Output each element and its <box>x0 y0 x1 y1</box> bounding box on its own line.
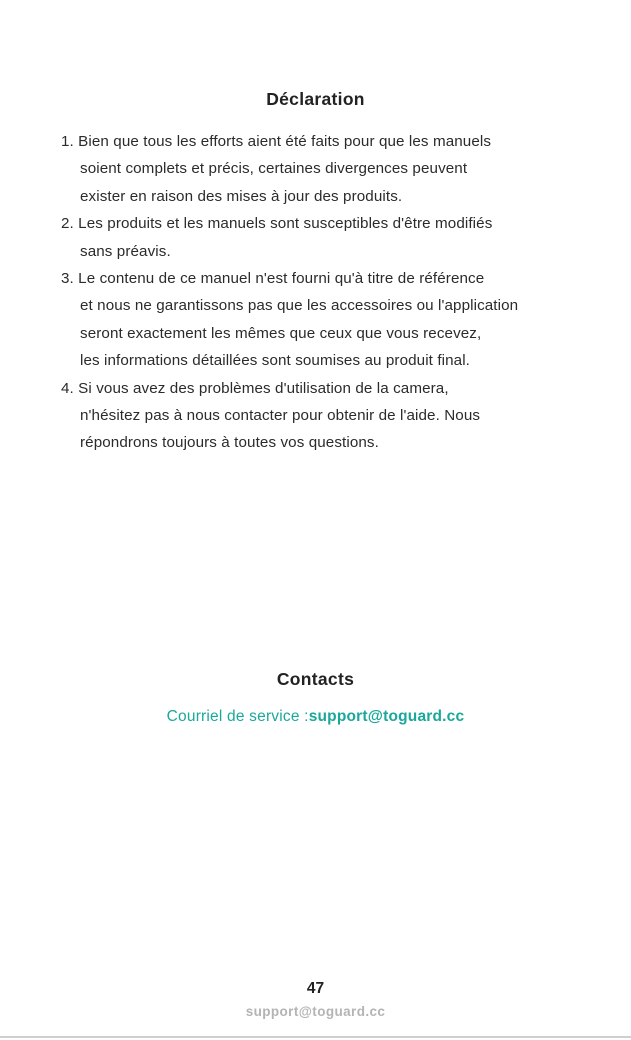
declaration-item-4 <box>61 375 626 457</box>
declaration-line: répondrons toujours à toutes vos questions. <box>80 434 379 452</box>
declaration-line: n'hésitez pas à nous contacter pour obtenir de l'aide. Nous <box>80 407 481 425</box>
declaration-title: Déclaration <box>266 89 365 109</box>
declaration-line: exister en raison des mises à jour des produits. <box>80 187 403 205</box>
declaration-line: 4. Si vous avez des problèmes d'utilisation de la camera, <box>61 379 449 397</box>
declaration-line: 1. Bien que tous les efforts aient été faits pour que les manuels <box>61 133 492 150</box>
declaration-line: et nous ne garantissons pas que les accessoires ou l'application <box>80 297 519 315</box>
declaration-list <box>61 128 626 457</box>
declaration-line: 3. Le contenu de ce manuel n'est fourni qu'à titre de référence <box>61 270 485 288</box>
declaration-item-2 <box>61 210 626 265</box>
contacts-title: Contacts <box>276 669 355 689</box>
declaration-line: sans préavis. <box>80 242 171 260</box>
declaration-line: seront exactement les mêmes que ceux que vous recevez, <box>80 324 482 342</box>
service-email-link[interactable]: support@toguard.cc <box>308 708 465 725</box>
service-contact <box>0 708 631 726</box>
service-email-label: Courriel de service : <box>166 708 309 725</box>
footer-email: support@toguard.cc <box>245 1004 386 1019</box>
declaration-line: 2. Les produits et les manuels sont susceptibles d'être modifiés <box>61 215 493 233</box>
declaration-item-3 <box>61 265 626 375</box>
bottom-divider <box>0 1036 631 1038</box>
declaration-line: les informations détaillées sont soumises au produit final. <box>80 352 471 370</box>
declaration-item-1 <box>61 128 626 210</box>
page-number: 47 <box>306 980 325 997</box>
declaration-line: soient complets et précis, certaines divergences peuvent <box>80 160 468 178</box>
